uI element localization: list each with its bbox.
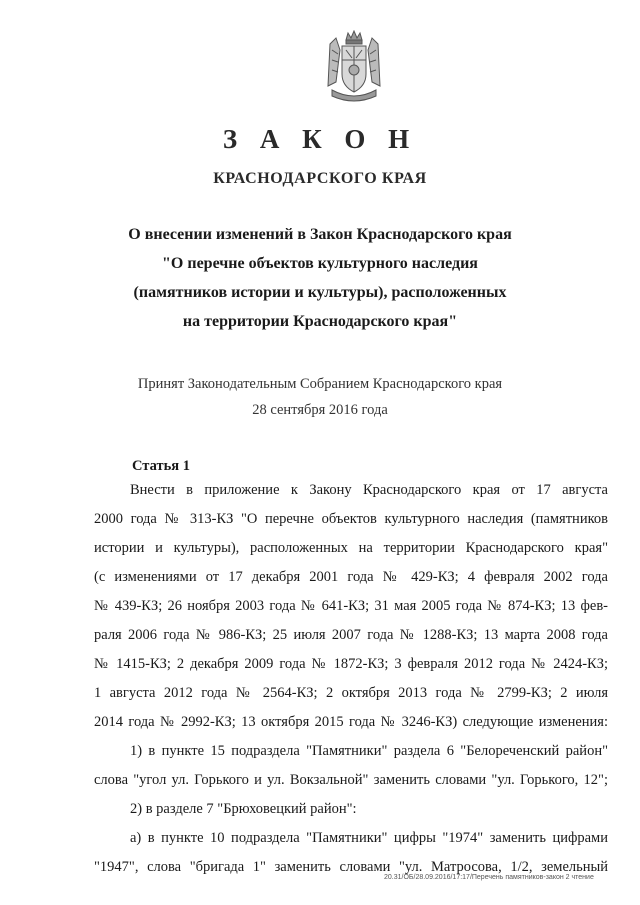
body-line: (с изменениями от 17 декабря 2001 года № 429-КЗ; 4 февраля 2002 года bbox=[94, 569, 608, 585]
body-line: раля 2006 года № 986-КЗ; 25 июля 2007 года № 1288-КЗ; 13 марта 2008 года bbox=[94, 627, 608, 643]
body-line: Внести в приложение к Закону Краснодарского края от 17 августа bbox=[130, 482, 608, 498]
adoption-line: Принят Законодательным Собранием Краснодарского края bbox=[137, 376, 503, 392]
body-line: 1 августа 2012 года № 2564-КЗ; 2 октября 2013 года № 2799-КЗ; 2 июля bbox=[94, 685, 608, 701]
adoption-date: 28 сентября 2016 года bbox=[252, 402, 388, 418]
body-line: истории и культуры), расположенных на территории Краснодарского края" bbox=[94, 540, 608, 556]
subject-line: (памятников истории и культуры), расположенных bbox=[133, 284, 507, 301]
body-line: "1947", слова "бригада 1" заменить словами "ул. Матросова, 1/2, земельный bbox=[94, 859, 608, 875]
coat-of-arms-emblem bbox=[322, 30, 386, 106]
body-line: 2) в разделе 7 "Брюховецкий район": bbox=[130, 801, 357, 817]
body-line: № 1415-КЗ; 2 декабря 2009 года № 1872-КЗ; 3 февраля 2012 года № 2424-КЗ; bbox=[94, 656, 608, 672]
law-subject bbox=[0, 220, 640, 336]
subject-line: О внесении изменений в Закон Краснодарского края bbox=[128, 226, 512, 243]
region-title: КРАСНОДАРСКОГО КРАЯ bbox=[213, 170, 427, 187]
body-line: слова "угол ул. Горького и ул. Вокзальной" заменить словами "ул. Горького, 12"; bbox=[94, 772, 608, 788]
body-line: № 439-КЗ; 26 ноября 2003 года № 641-КЗ; 31 мая 2005 года № 874-КЗ; 13 фев- bbox=[94, 598, 608, 614]
subject-line: на территории Краснодарского края" bbox=[182, 313, 458, 330]
body-line: 2000 года № 313-КЗ "О перечне объектов культурного наследия (памятников bbox=[94, 511, 608, 527]
adoption-info bbox=[0, 371, 640, 423]
footer-filename: 20.31/ОБ/28.09.2016/17:17/Перечень памятников-закон 2 чтение bbox=[384, 874, 594, 881]
law-title: З А К О Н bbox=[222, 124, 418, 154]
subject-line: "О перечне объектов культурного наследия bbox=[162, 255, 478, 272]
article-heading: Статья 1 bbox=[132, 458, 190, 474]
body-line: 2014 года № 2992-КЗ; 13 октября 2015 года № 3246-КЗ) следующие изменения: bbox=[94, 714, 608, 730]
body-line: а) в пункте 10 подраздела "Памятники" цифры "1974" заменить цифрами bbox=[130, 830, 608, 846]
body-line: 1) в пункте 15 подраздела "Памятники" раздела 6 "Белореченский район" bbox=[130, 743, 608, 759]
